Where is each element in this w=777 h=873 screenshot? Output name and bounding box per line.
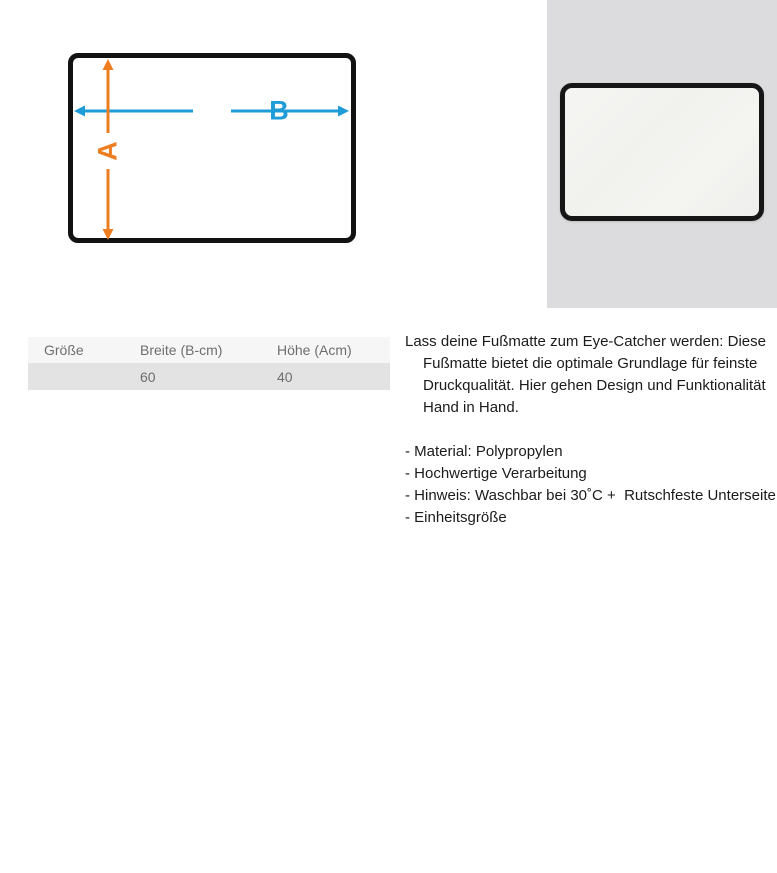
list-item: - Material: Polypropylen [405, 443, 563, 460]
description-intro: Lass deine Fußmatte zum Eye-Catcher werden: Diese Fußmatte bietet die optimale Grundlage für feinste Druckqualität. Hier gehen Design und Funktionalität Hand in Hand. [405, 333, 766, 416]
product-description [405, 331, 777, 529]
size-table-cell-hoehe: 40 [277, 368, 293, 385]
list-item: - Einheitsgröße [405, 509, 507, 526]
size-table-cell-breite: 60 [140, 368, 156, 385]
list-item: - Hochwertige Verarbeitung [405, 465, 587, 482]
list-item: - Hinweis: Waschbar bei 30˚C + Rutschfeste Unterseite [405, 487, 776, 504]
table-row [28, 363, 390, 390]
size-table-header-row [28, 337, 390, 363]
doormat-image [560, 83, 764, 221]
size-table-header-hoehe: Höhe (Acm) [277, 342, 352, 358]
width-arrow-icon [74, 106, 349, 117]
size-table-header-groesse: Größe [44, 342, 84, 358]
size-table-header-breite: Breite (B-cm) [140, 342, 223, 358]
size-table [28, 337, 390, 390]
width-dimension-label: B [269, 95, 289, 126]
description-bullet-list [405, 441, 777, 529]
height-dimension-label: A [92, 141, 123, 161]
product-photo-panel [547, 0, 777, 308]
